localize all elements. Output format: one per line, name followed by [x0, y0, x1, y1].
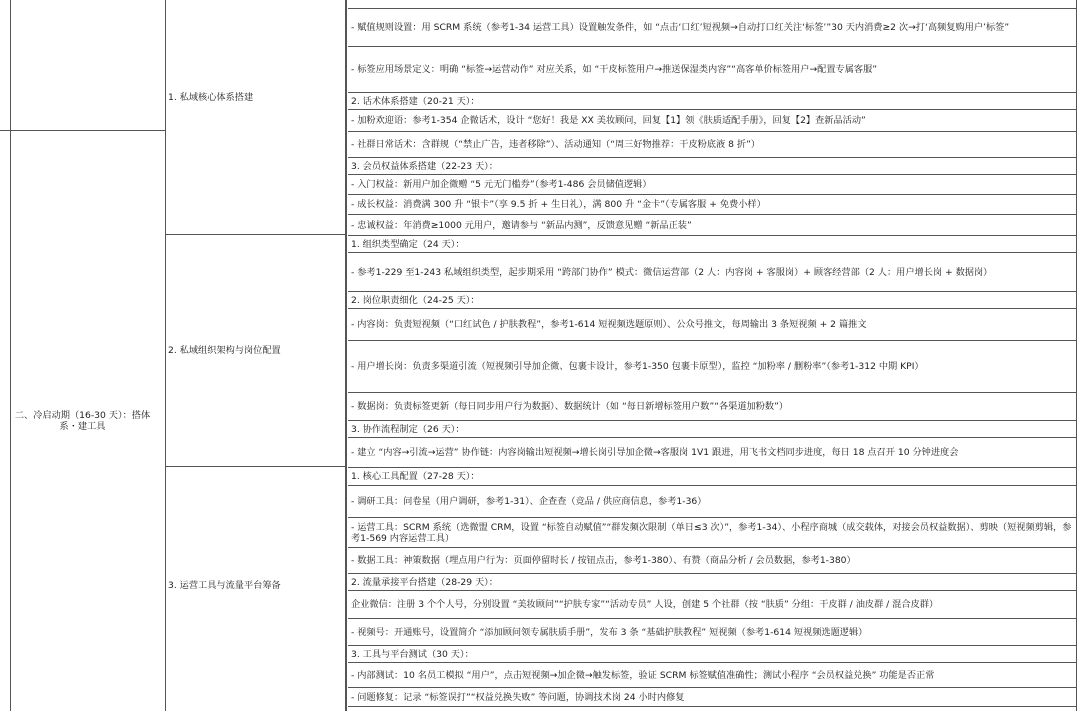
row-text: 3. 工具与平台测试（30 天）： — [351, 648, 474, 660]
row-text: - 运营工具：SCRM 系统（选微盟 CRM，设置 “标签自动赋值”“群发频次限制（单日≤3 次）”，参考1-34）、小程序商城（成交载体，对接会员权益数据）、剪映（短视频剪辑，参考1-569 内容运营工具） — [351, 521, 1072, 544]
row-text: - 数据工具：神策数据（埋点用户行为：页面停留时长 / 按钮点击，参考1-380）、有赞（商品分析 / 会员数据，参考1-380） — [351, 555, 856, 566]
table-row — [348, 131, 1076, 157]
table-row — [348, 645, 1076, 662]
row-text: - 用户增长岗：负责多渠道引流（短视频引导加企微、包裹卡设计，参考1-350 包裹卡原型），监控 “加粉率 / 删粉率”（参考1-312 中期 KPI） — [351, 361, 924, 372]
table-row — [348, 291, 1076, 308]
row-text: - 参考1-229 至1-243 私域组织类型，起步期采用 “跨部门协作” 模式：微信运营部（2 人：内容岗 + 客服岗）+ 顾客经营部（2 人：用户增长岗 + 数据岗） — [351, 266, 993, 278]
table-row — [348, 618, 1076, 645]
table-row — [348, 485, 1076, 517]
table-row — [348, 467, 1076, 485]
phase-cell — [0, 131, 166, 711]
table-row — [348, 590, 1076, 618]
row-text: - 问题修复：记录 “标签误打”“权益兑换失败” 等问题，协调技术岗 24 小时内修复 — [351, 691, 685, 703]
section-label-c: 3. 运营工具与流量平台筹备 — [168, 579, 281, 591]
section-cell-b — [166, 235, 346, 467]
table-row — [348, 194, 1076, 214]
section-label-b: 2. 私域组织架构与岗位配置 — [168, 345, 281, 356]
row-text: - 加粉欢迎语：参考1-354 企微话术，设计 “您好！我是 XX 美妆顾问，回复【1】领《肤质适配手册》，回复【2】查新品活动” — [351, 115, 866, 126]
table-row — [348, 392, 1076, 420]
table-row — [348, 573, 1076, 590]
table-row — [348, 547, 1076, 573]
row-text: 2. 岗位职责细化（24-25 天）： — [351, 294, 480, 306]
table-row — [348, 235, 1076, 252]
table-row — [348, 662, 1076, 687]
table-row — [348, 252, 1076, 291]
table-row — [348, 340, 1076, 392]
phase-cell-previous — [0, 0, 166, 131]
table-row — [348, 214, 1076, 235]
row-text: - 成长权益：消费满 300 升 “银卡”（享 9.5 折 + 生日礼），满 800 升 “金卡”（专属客服 + 免费小样） — [351, 199, 766, 210]
right-border — [1076, 0, 1077, 711]
table-row — [348, 109, 1076, 131]
table-row — [348, 92, 1076, 109]
row-text: 1. 核心工具配置（27-28 天）： — [351, 471, 480, 482]
row-text: 3. 会员权益体系搭建（22-23 天）： — [351, 160, 498, 172]
row-text: 1. 组织类型确定（24 天）： — [351, 238, 465, 250]
row-text: - 数据岗：负责标签更新（每日同步用户行为数据）、数据统计（如 “每日新增标签用户数”“各渠道加粉数”） — [351, 401, 789, 412]
table-row — [348, 687, 1076, 707]
table-row — [348, 517, 1076, 547]
row-text: - 入门权益：新用户加企微赠 “5 元无门槛券”（参考1-486 会员储值逻辑） — [351, 179, 652, 190]
table-row — [348, 174, 1076, 194]
section-cell-a — [166, 0, 346, 235]
row-text: - 内部测试：10 名员工模拟 “用户”，点击短视频→加企微→触发标签，验证 SCRM 标签赋值准确性；测试小程序 “会员权益兑换” 功能是否正常 — [351, 669, 935, 681]
column-divider — [346, 0, 347, 711]
row-text: 企业微信：注册 3 个个人号，分别设置 “美妆顾问”“护肤专家”“活动专员” 人设，创建 5 个社群（按 “肤质” 分组：干皮群 / 油皮群 / 混合皮群） — [351, 599, 939, 610]
section-label-a: 1. 私域核心体系搭建 — [168, 91, 254, 103]
table-row — [348, 157, 1076, 174]
row-text: 2. 流量承接平台搭建（28-29 天）： — [351, 576, 498, 588]
row-text: - 建立 “内容→引流→运营” 协作链：内容岗输出短视频→增长岗引导加企微→客服岗 1V1 跟进，用飞书文档同步进度，每日 18 点召开 10 分钟进度会 — [351, 447, 959, 458]
table-row — [348, 437, 1076, 467]
row-text: - 调研工具：问卷星（用户调研，参考1-31）、企查查（竞品 / 供应商信息，参考1-36） — [351, 496, 707, 507]
phase-label: 二、冷启动期（16-30 天）：搭体系・建工具 — [14, 410, 151, 432]
row-text: - 赋值规则设置：用 SCRM 系统（参考1-34 运营工具）设置触发条件，如 “点击‘口红’短视频→自动打口红关注‘标签’”30 天内消费≥2 次→打‘高频复购用户’标签” — [351, 22, 1010, 33]
row-text: - 标签应用场景定义：明确 “标签→运营动作” 对应关系，如 “干皮标签用户→推送保湿类内容”“高客单价标签用户→配置专属客服” — [351, 64, 878, 75]
row-text: 3. 协作流程制定（26 天）： — [351, 423, 465, 435]
row-text: - 内容岗：负责短视频（“口红试色 / 护肤教程”，参考1-614 短视频选题原则）、公众号推文，每周输出 3 条短视频 + 2 篇推文 — [351, 319, 867, 330]
row-text: 2. 话术体系搭建（20-21 天）： — [351, 95, 480, 107]
table-row — [348, 420, 1076, 437]
section-cell-c — [166, 467, 346, 711]
table-row — [348, 46, 1076, 92]
row-text: - 忠诚权益：年消费≥1000 元用户，邀请参与 “新品内测”，反馈意见赠 “新品正装” — [351, 219, 692, 231]
table-row — [348, 8, 1076, 46]
row-text: - 视频号：开通账号，设置简介 “添加顾问领专属肤质手册”，发布 3 条 “基础护肤教程” 短视频（参考1-614 短视频选题逻辑） — [351, 626, 868, 638]
table-row — [348, 308, 1076, 340]
row-text: - 社群日常话术：含群规（“禁止广告，违者移除”）、活动通知（“周三好物推荐：干皮粉底液 8 折”） — [351, 139, 761, 150]
